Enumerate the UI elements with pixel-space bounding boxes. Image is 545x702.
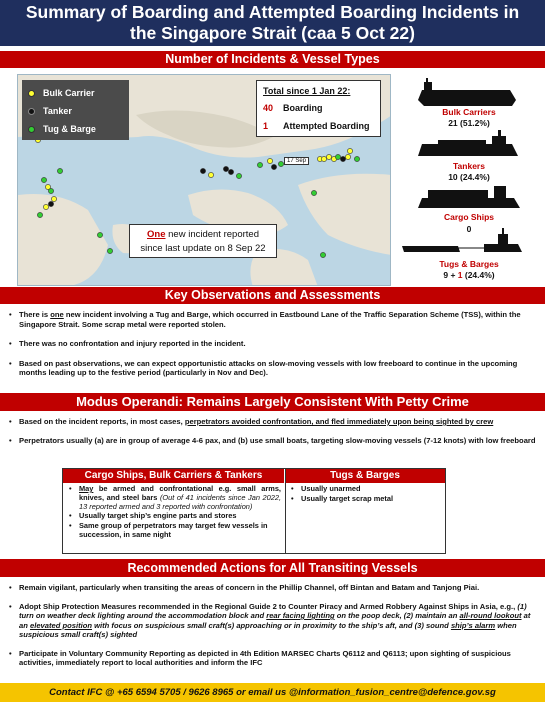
callout-line-1: new incident reported <box>165 229 259 240</box>
vessel-name-cargo: Cargo Ships <box>443 212 495 222</box>
attempted-label: Attempted Boarding <box>283 121 370 131</box>
date-marker-tag: 17 Sep <box>284 157 309 165</box>
vessel-count-tanker: 10 (24.4%) <box>448 172 490 182</box>
callout-emphasis: One <box>147 229 166 240</box>
modus-list <box>7 417 539 451</box>
table-divider <box>285 469 286 553</box>
text: new incident involving a Tug and Barge, which occurred in Eastbound Lane of the Traffic Separation Scheme (TSS), within the Singapore Strait. Some scrap metal were reported stolen. <box>19 310 521 329</box>
text: elevated position <box>29 620 93 630</box>
tug-count-new: 1 <box>457 270 463 280</box>
boarding-count: 40 <box>263 103 274 113</box>
text: Adopt Ship Protection Measures recommended in the Regional Guide 2 to Counter Piracy and Armed Robbery Against Ships in Asia, e.g., <box>19 601 518 611</box>
callout-line-2: since last update on 8 Sep 22 <box>140 243 266 254</box>
section-header-incidents: Number of Incidents & Vessel Types <box>0 51 545 68</box>
text: rear facing lighting <box>266 611 335 620</box>
section-header-modus: Modus Operandi: Remains Largely Consistent With Petty Crime <box>0 393 545 411</box>
text: There is <box>19 310 51 319</box>
text: all-round lookout <box>459 611 522 620</box>
table-cell-tugs <box>285 483 445 510</box>
legend-label: Bulk Carrier <box>43 88 95 98</box>
section-header-observations: Key Observations and Assessments <box>0 287 545 304</box>
table-item: • Usually target scrap metal <box>289 495 441 504</box>
yellow-dot-icon <box>28 90 35 97</box>
legend-bulk-carrier <box>28 88 95 98</box>
text: ship’s alarm <box>450 620 496 630</box>
text: when suspicious small craft(s) sighted <box>19 620 517 639</box>
text: perpetrators avoided confrontation, and fled immediately upon being sighted by crew <box>184 417 494 426</box>
legend-label: Tug & Barge <box>43 124 96 134</box>
title-line-1: Summary of Boarding and Attempted Boarding Incidents in <box>25 2 520 22</box>
recommended-item: • Participate in Voluntary Community Reporting as depicted in 4th Edition MARSEC Charts Q6112 and Q6113; upon sighting of suspicious activities, immediately report to local authorities and inform the IFC <box>7 649 539 668</box>
observation-item: • Based on past observations, we can expect opportunistic attacks on slow-moving vessels with low freeboard to continue in the upcoming months leading up to the festive period (particularly in Nov and Dec). <box>7 359 539 378</box>
title-line-2: the Singapore Strait (caa 5 Oct 22) <box>130 23 415 43</box>
table-cell-ships <box>63 483 285 540</box>
legend-label: Tanker <box>43 106 72 116</box>
text: (1) turn on weather deck lighting around the accommodation block and <box>19 601 527 620</box>
table-item <box>67 485 281 511</box>
vessel-count-cargo: 0 <box>466 224 472 234</box>
text: with focus on suspicious small craft(s) approaching or in proximity to the ship’s aft, and (3) sound <box>92 620 451 630</box>
vessel-count-bulk: 21 (51.2%) <box>448 118 490 128</box>
text: on the poop deck, (2) maintain an <box>334 611 460 620</box>
table-head-ships: Cargo Ships, Bulk Carriers & Tankers <box>63 469 285 483</box>
green-dot-icon <box>28 126 35 133</box>
tug-count-base: 9 + <box>443 270 458 280</box>
vessel-name-tanker: Tankers <box>453 161 485 171</box>
legend-tug-barge <box>28 124 96 134</box>
table-item: • Same group of perpetrators may target few vessels in succession, in same night <box>67 522 281 540</box>
vessel-types-panel <box>398 78 540 288</box>
table-item: • Usually target ship’s engine parts and stores <box>67 512 281 521</box>
observation-item <box>7 310 539 329</box>
contact-footer[interactable]: Contact IFC @ +65 6594 5705 / 9626 8965 or email us @information_fusion_centre@defence.gov.sg <box>0 683 545 702</box>
map-legend <box>22 80 129 140</box>
boarding-label: Boarding <box>283 103 323 113</box>
observation-item: • There was no confrontation and injury reported in the incident. <box>7 339 539 349</box>
recommended-item <box>7 602 539 640</box>
attempted-count: 1 <box>263 121 269 131</box>
vessel-name-bulk: Bulk Carriers <box>442 107 496 117</box>
vessel-count-tug <box>398 270 540 280</box>
text: (Out of 41 incidents since Jan 2022, 13 reported armed and 3 reported with confrontation) <box>79 492 282 511</box>
table-head-tugs: Tugs & Barges <box>285 469 445 483</box>
totals-heading: Total since 1 Jan 22: <box>263 86 351 96</box>
tug-count-pct: (24.4%) <box>462 270 495 280</box>
new-incident-callout <box>129 224 277 258</box>
black-dot-icon <box>28 108 35 115</box>
totals-box <box>256 80 381 137</box>
observations-list <box>7 310 539 384</box>
modus-item: • Perpetrators usually (a) are in group of average 4-6 pax, and (b) use small boats, targeting slow-moving vessels (7-12 knots) with low freeboard <box>7 436 539 446</box>
text: Based on the incident reports, in most cases, <box>19 417 185 426</box>
table-item: • Usually unarmed <box>289 485 441 494</box>
modus-item <box>7 417 539 427</box>
cargo-ship-icon <box>418 186 520 208</box>
tanker-icon <box>418 130 518 156</box>
recommended-item: • Remain vigilant, particularly when transiting the areas of concern in the Phillip Channel, off Bintan and Batam and Tanjong Piai. <box>7 583 539 593</box>
vessel-name-tug: Tugs & Barges <box>439 259 499 269</box>
bulk-carrier-icon <box>418 78 516 106</box>
recommended-list <box>7 583 539 674</box>
text: be armed and confrontational e.g. small arms, knives, and steel bars <box>79 484 281 502</box>
page-title <box>0 0 545 46</box>
modus-table <box>62 468 446 554</box>
text: May <box>79 484 94 493</box>
legend-tanker <box>28 106 72 116</box>
text: at an <box>19 611 531 630</box>
section-header-recommended: Recommended Actions for All Transiting Vessels <box>0 559 545 577</box>
text: one <box>50 310 64 319</box>
